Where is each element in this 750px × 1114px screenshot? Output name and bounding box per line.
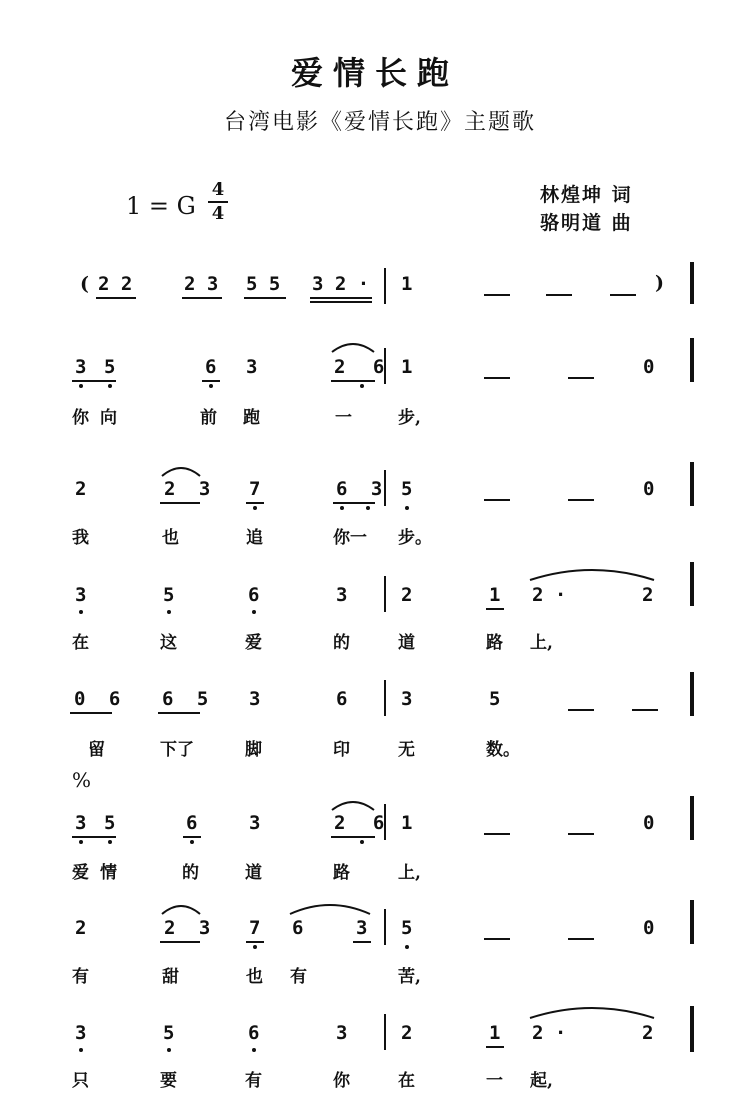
note: 6 — [248, 1022, 260, 1044]
lyric: 的 — [182, 863, 199, 883]
note: 2 6 — [334, 812, 393, 834]
lyric: 步, — [398, 408, 421, 428]
barline — [384, 804, 386, 840]
lyric: 向 — [100, 408, 117, 428]
song-title: 爱情长跑 — [290, 54, 459, 92]
note: 6 5 — [162, 688, 215, 710]
tie-arc — [528, 566, 656, 582]
note: 5 — [489, 688, 501, 710]
lyric: 跑 — [243, 408, 260, 428]
barline — [384, 680, 386, 716]
barline — [384, 348, 386, 384]
note: 2 · — [532, 1022, 567, 1044]
tie-arc — [160, 900, 202, 916]
note: 5 — [163, 1022, 175, 1044]
segno-mark: % — [72, 768, 92, 792]
note: 2 · — [532, 584, 567, 606]
barline — [690, 562, 694, 606]
lyric: 一 — [486, 1071, 503, 1091]
note: 3 — [249, 812, 261, 834]
lyric: 苦, — [398, 967, 421, 987]
lyric: 甜 — [162, 967, 179, 987]
barline — [690, 796, 694, 840]
lyric: 情 — [100, 863, 117, 883]
intro-note: 5 5 — [246, 273, 281, 295]
lyric: 留 — [88, 740, 105, 760]
note: 5 — [163, 584, 175, 606]
note: 5 — [104, 356, 116, 378]
note: 3 — [401, 688, 413, 710]
lyric: 数。 — [486, 740, 520, 760]
lyric: 爱 — [245, 633, 262, 653]
lyric: 有 — [72, 967, 89, 987]
note: 3 — [246, 356, 258, 378]
lyric: 无 — [398, 740, 415, 760]
note: 2 — [642, 1022, 654, 1044]
note: 7 — [249, 478, 261, 500]
barline — [690, 338, 694, 382]
barline — [384, 1014, 386, 1050]
barline — [384, 268, 386, 304]
lyric: 有 — [290, 967, 307, 987]
note: 3 — [249, 688, 261, 710]
note: 3 — [336, 1022, 348, 1044]
lyric: 脚 — [245, 740, 262, 760]
barline — [690, 1006, 694, 1052]
lyric: 这 — [160, 633, 177, 653]
intro-note: 2 3 — [184, 273, 219, 295]
intro-open-paren: ( — [80, 273, 89, 295]
note: 3 — [75, 1022, 87, 1044]
note: 5 — [104, 812, 116, 834]
note: 2 — [75, 478, 87, 500]
lyric: 道 — [245, 863, 262, 883]
lyric: 起, — [530, 1071, 553, 1091]
lyric: 我 — [72, 528, 89, 548]
note: 0 — [643, 812, 655, 834]
lyric: 也 — [162, 528, 179, 548]
note: 2 6 — [334, 356, 393, 378]
time-signature — [208, 180, 228, 224]
note: 1 — [489, 584, 501, 606]
key-signature: 1 = G — [126, 192, 196, 220]
tie-arc — [330, 796, 376, 812]
lyric: 道 — [398, 633, 415, 653]
note: 1 — [489, 1022, 501, 1044]
note: 5 — [401, 478, 413, 500]
note: 0 — [643, 917, 655, 939]
lyric: 在 — [398, 1071, 415, 1091]
note: 0 — [643, 478, 655, 500]
barline — [690, 462, 694, 506]
note: 2 — [401, 584, 413, 606]
note: 6 — [186, 812, 198, 834]
note: 6 — [248, 584, 260, 606]
note: 1 — [401, 812, 413, 834]
tie-arc — [528, 1004, 656, 1020]
lyric: 上, — [398, 863, 421, 883]
intro-note: 3 2 · — [312, 273, 370, 295]
lyric: 在 — [72, 633, 89, 653]
note: 3 — [356, 917, 368, 939]
lyric: 一 — [335, 408, 352, 428]
barline — [690, 672, 694, 716]
lyric: 只 — [72, 1071, 89, 1091]
note: 0 — [643, 356, 655, 378]
note: 2 3 — [164, 917, 217, 939]
song-subtitle: 台湾电影《爱情长跑》主题歌 — [223, 110, 536, 135]
lyric: 有 — [245, 1071, 262, 1091]
time-signature-bottom: 4 — [211, 203, 225, 224]
barline-end — [690, 262, 694, 304]
lyric: 路 — [333, 863, 350, 883]
barline — [384, 576, 386, 612]
intro-note: 1 — [401, 273, 413, 295]
lyric: 要 — [160, 1071, 177, 1091]
note: 3 — [75, 584, 87, 606]
tie-arc — [288, 900, 372, 916]
time-signature-top: 4 — [211, 179, 225, 200]
note: 3 — [336, 584, 348, 606]
composer-credit: 骆明道 曲 — [540, 212, 633, 234]
lyric: 你一 — [333, 528, 367, 548]
lyric: 步。 — [398, 528, 432, 548]
note: 1 — [401, 356, 413, 378]
tie-arc — [160, 462, 202, 478]
intro-note: 2 2 — [98, 273, 133, 295]
note: 3 — [75, 356, 87, 378]
barline — [384, 909, 386, 945]
note: 2 3 — [164, 478, 217, 500]
lyric: 路 — [486, 633, 503, 653]
note: 2 — [75, 917, 87, 939]
lyric: 下了 — [160, 740, 194, 760]
note: 6 3 — [336, 478, 389, 500]
lyric: 爱 — [72, 863, 89, 883]
barline — [690, 900, 694, 944]
lyric: 也 — [246, 967, 263, 987]
lyric: 你 — [333, 1071, 350, 1091]
note: 3 — [75, 812, 87, 834]
lyric: 前 — [200, 408, 217, 428]
note: 7 — [249, 917, 261, 939]
tie-arc — [330, 338, 376, 354]
note: 2 — [401, 1022, 413, 1044]
note: 6 — [205, 356, 217, 378]
note: 6 — [292, 917, 304, 939]
lyric: 印 — [333, 740, 350, 760]
note: 0 6 — [74, 688, 127, 710]
barline — [384, 470, 386, 506]
note: 5 — [401, 917, 413, 939]
note: 2 — [642, 584, 654, 606]
lyric: 的 — [333, 633, 350, 653]
lyric: 追 — [246, 528, 263, 548]
intro-close-paren: ) — [655, 272, 664, 294]
note: 6 — [336, 688, 348, 710]
lyric: 上, — [530, 633, 553, 653]
lyricist-credit: 林煌坤 词 — [540, 184, 633, 206]
lyric: 你 — [72, 408, 89, 428]
